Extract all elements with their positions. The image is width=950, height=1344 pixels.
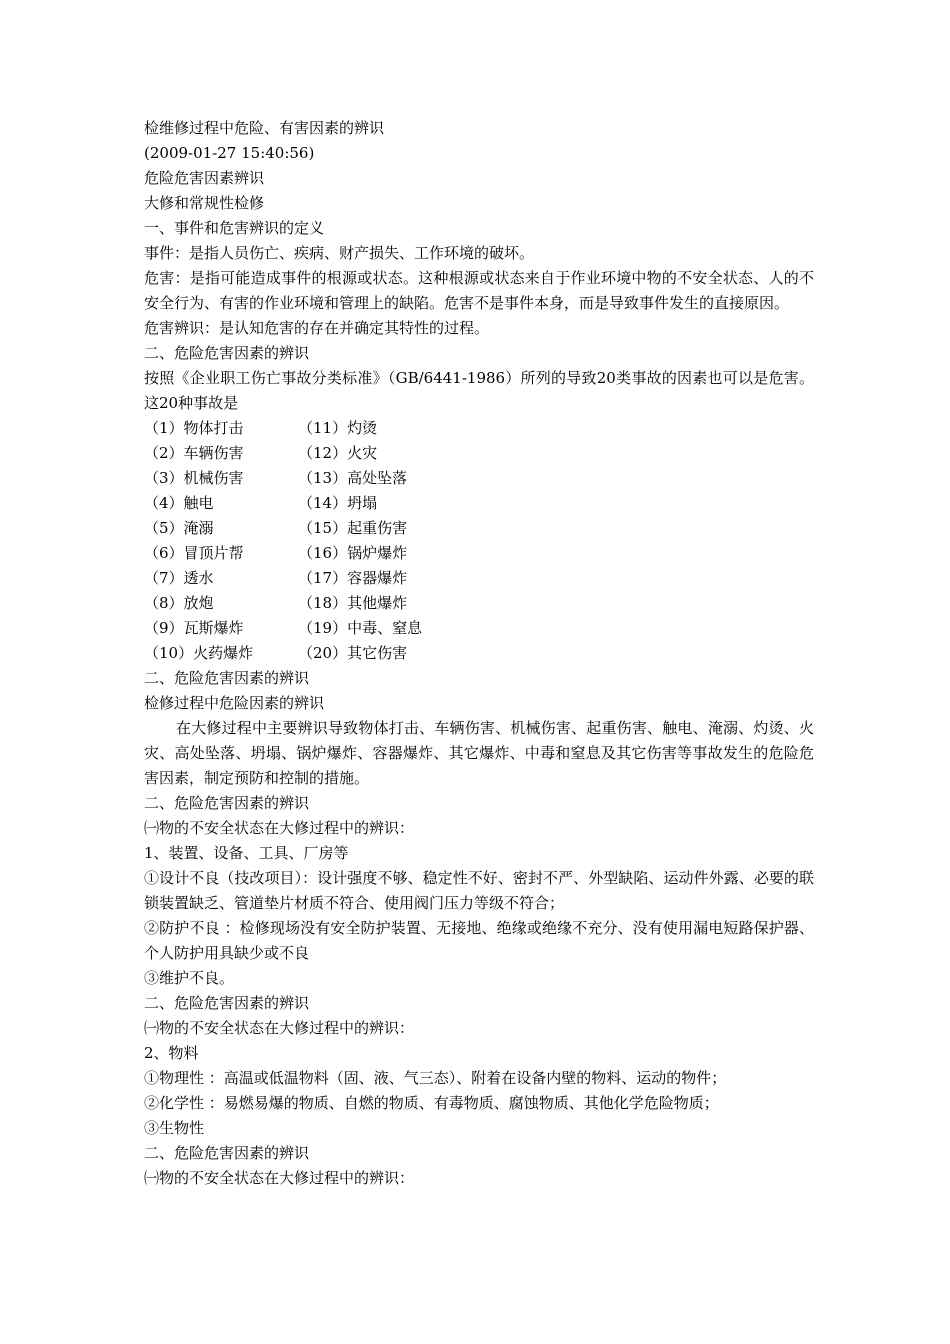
section-heading: 二、危险危害因素的辨识 bbox=[144, 669, 310, 687]
accident-row bbox=[144, 416, 814, 441]
list-item: ③维护不良。 bbox=[144, 969, 235, 987]
subsection-heading: 检修过程中危险因素的辨识 bbox=[144, 694, 325, 712]
accident-item: （2）车辆伤害 bbox=[144, 444, 244, 462]
accident-item: （7）透水 bbox=[144, 569, 214, 587]
item-title: 1、装置、设备、工具、厂房等 bbox=[144, 844, 349, 862]
hazard-definition: 危害：是指可能造成事件的根源或状态。这种根源或状态来自于作业环境中物的不安全状态、人的不安全行为、有害的作业环境和管理上的缺陷。危害不是事件本身，而是导致事件发生的直接原因。 bbox=[144, 269, 814, 312]
standard-paragraph: 按照《企业职工伤亡事故分类标准》（GB/6441-1986）所列的导致20类事故的因素也可以是危害。这20种事故是 bbox=[144, 369, 814, 412]
document-title: 检维修过程中危险、有害因素的辨识 bbox=[144, 119, 385, 137]
list-item: ②防护不良 ：检修现场没有安全防护装置、无接地、绝缘或绝缘不充分、没有使用漏电短路保护器、个人防护用具缺少或不良 bbox=[144, 919, 814, 962]
accident-item: （17）容器爆炸 bbox=[298, 569, 408, 587]
accident-row bbox=[144, 491, 814, 516]
accident-item: （11）灼烫 bbox=[298, 419, 378, 437]
accident-item: （12）火灾 bbox=[298, 444, 378, 462]
list-item: ②化学性 ：易燃易爆的物质、自燃的物质、有毒物质、腐蚀物质、其他化学危险物质； bbox=[144, 1094, 719, 1112]
accident-item: （3）机械伤害 bbox=[144, 469, 244, 487]
list-item: ①设计不良（技改项目）：设计强度不够、稳定性不好、密封不严、外型缺陷、运动件外露、必要的联锁装置缺乏、管道垫片材质不符合、使用阀门压力等级不符合； bbox=[144, 869, 814, 912]
section-label: 危险危害因素辨识 bbox=[144, 169, 265, 187]
accident-item: （10）火药爆炸 bbox=[144, 644, 254, 662]
accident-row bbox=[144, 516, 814, 541]
accident-row bbox=[144, 616, 814, 641]
accident-row bbox=[144, 641, 814, 666]
subsection-heading: ㈠物的不安全状态在大修过程中的辨识： bbox=[144, 1019, 415, 1037]
accident-item: （13）高处坠落 bbox=[298, 469, 408, 487]
item-title: 2、物料 bbox=[144, 1044, 199, 1062]
accident-row bbox=[144, 466, 814, 491]
list-item: ①物理性 ：高温或低温物料（固、液、气三态）、附着在设备内壁的物料、运动的物件； bbox=[144, 1069, 727, 1087]
identification-definition: 危害辨识：是认知危害的存在并确定其特性的过程。 bbox=[144, 319, 490, 337]
accident-list bbox=[144, 416, 814, 666]
section-heading: 二、危险危害因素的辨识 bbox=[144, 994, 310, 1012]
accident-item: （20）其它伤害 bbox=[298, 644, 408, 662]
accident-item: （15）起重伤害 bbox=[298, 519, 408, 537]
accident-row bbox=[144, 591, 814, 616]
section-label: 大修和常规性检修 bbox=[144, 194, 265, 212]
list-item: ③生物性 bbox=[144, 1119, 205, 1137]
accident-item: （16）锅炉爆炸 bbox=[298, 544, 408, 562]
accident-item: （1）物体打击 bbox=[144, 419, 244, 437]
accident-item: （19）中毒、窒息 bbox=[298, 619, 423, 637]
timestamp: (2009-01-27 15:40:56) bbox=[144, 144, 315, 162]
accident-item: （6）冒顶片帮 bbox=[144, 544, 244, 562]
section-heading: 二、危险危害因素的辨识 bbox=[144, 794, 310, 812]
section-heading: 二、危险危害因素的辨识 bbox=[144, 344, 310, 362]
accident-item: （5）淹溺 bbox=[144, 519, 214, 537]
accident-item: （4）触电 bbox=[144, 494, 214, 512]
maintenance-paragraph: 在大修过程中主要辨识导致物体打击、车辆伤害、机械伤害、起重伤害、触电、淹溺、灼烫、火灾、高处坠落、坍塌、锅炉爆炸、容器爆炸、其它爆炸、中毒和窒息及其它伤害等事故发生的危险危害因素，制定预防和控制的措施。 bbox=[144, 719, 814, 787]
accident-row bbox=[144, 566, 814, 591]
accident-item: （9）瓦斯爆炸 bbox=[144, 619, 244, 637]
subsection-heading: ㈠物的不安全状态在大修过程中的辨识： bbox=[144, 1169, 415, 1187]
accident-row bbox=[144, 441, 814, 466]
accident-row bbox=[144, 541, 814, 566]
accident-item: （8）放炮 bbox=[144, 594, 214, 612]
event-definition: 事件：是指人员伤亡、疾病、财产损失、工作环境的破坏。 bbox=[144, 244, 535, 262]
section-heading: 一、事件和危害辨识的定义 bbox=[144, 219, 325, 237]
document-body bbox=[144, 116, 814, 1191]
subsection-heading: ㈠物的不安全状态在大修过程中的辨识： bbox=[144, 819, 415, 837]
accident-item: （14）坍塌 bbox=[298, 494, 378, 512]
section-heading: 二、危险危害因素的辨识 bbox=[144, 1144, 310, 1162]
accident-item: （18）其他爆炸 bbox=[298, 594, 408, 612]
